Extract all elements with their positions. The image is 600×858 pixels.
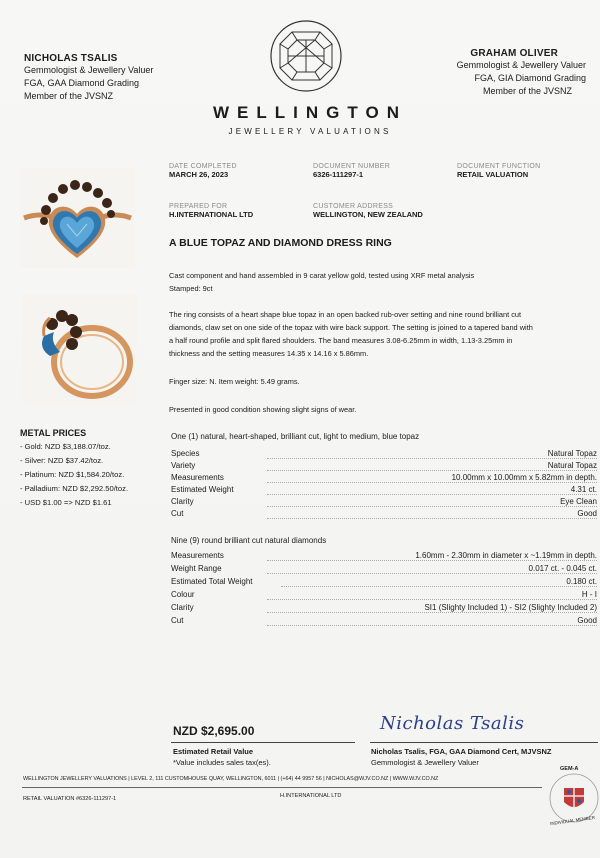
prepared-for-field [169,203,253,219]
spec-value: H - I [579,590,597,599]
spec-row [171,603,597,615]
spec-row [171,449,597,461]
spec-row [171,577,597,589]
spec-value: Natural Topaz [545,461,597,470]
price-note: *Value includes sales tax(es). [173,758,271,767]
right-valuer-title: Gemmologist & Jewellery Valuer [456,60,586,70]
left-valuer-qual: FGA, GAA Diamond Grading [24,78,140,88]
metal-prices-block [20,428,128,510]
description-body [169,308,599,360]
description-line: The ring consists of a heart shape blue topaz in an open backed rub-over setting and nine round brilliant cut [169,310,522,319]
spec-row [171,616,597,628]
topaz-heading: One (1) natural, heart-shaped, brilliant cut, light to medium, blue topaz [171,432,420,441]
document-function-value: RETAIL VALUATION [457,170,529,179]
metal-price-palladium: - Palladium: NZD $2,292.50/toz. [20,484,129,493]
spec-key: Cut [171,509,184,518]
right-valuer-name: GRAHAM OLIVER [470,48,558,59]
left-valuer-title: Gemmologist & Jewellery Valuer [24,65,154,75]
right-valuer-member: Member of the JVSNZ [482,86,572,96]
footer-client: H.INTERNATIONAL LTD [280,793,342,799]
spec-value: SI1 (Slighty Included 1) - SI2 (Slighty Included 2) [421,603,597,612]
gem-a-seal [548,766,600,828]
signature-divider [370,742,598,743]
description-line: diamonds, claw set on one side of the topaz with wire back support. The setting is joined to a tapered band with [169,323,533,332]
spec-row [171,590,597,602]
right-valuer-block [457,48,586,98]
signatory-name: Nicholas Tsalis, FGA, GAA Diamond Cert, MJVSNZ [371,747,552,756]
prepared-for-label: PREPARED FOR [169,203,228,210]
description-line: thickness and the setting measures 14.35 x 14.16 x 5.86mm. [169,349,369,358]
customer-address-label: CUSTOMER ADDRESS [313,203,394,210]
signature-script: Nicholas Tsalis [380,713,525,734]
right-valuer-qual: FGA, GIA Diamond Grading [474,73,586,83]
left-valuer-name: NICHOLAS TSALIS [24,53,118,64]
spec-value: 0.180 ct. [563,577,597,586]
finger-size: Finger size: N. Item weight: 5.49 grams. [169,377,300,386]
ring-front-image [20,168,135,268]
estimated-price-label: Estimated Retail Value [173,747,254,756]
date-value: MARCH 26, 2023 [169,170,229,179]
exchange-rate: - USD $1.00 => NZD $1.61 [20,498,112,507]
spec-row [171,461,597,473]
brand-name: WELLINGTON [213,103,407,122]
footer-ref: RETAIL VALUATION #6326-111297-1 [23,796,117,802]
description-line: a half round profile and split flared shoulders. The band measures 3.08-6.25mm in width, 1.13-3.25mm in [169,336,513,345]
spec-key: Colour [171,590,195,599]
price-divider [171,742,355,743]
spec-key: Measurements [171,473,224,482]
date-field [169,163,237,179]
spec-value: Natural Topaz [545,449,597,458]
customer-address-value: WELLINGTON, NEW ZEALAND [313,210,423,219]
spec-key: Variety [171,461,196,470]
diamond-logo-icon [266,18,346,94]
spec-value: Good [574,616,597,625]
description-intro [169,269,599,295]
spec-key: Estimated Weight [171,485,234,494]
brand-subtitle: JEWELLERY VALUATIONS [228,127,392,136]
customer-address-field [313,203,423,219]
item-title: A BLUE TOPAZ AND DIAMOND DRESS RING [169,237,392,249]
spec-value: 4.31 ct. [568,485,597,494]
estimated-price: NZD $2,695.00 [173,724,255,738]
date-label: DATE COMPLETED [169,163,237,170]
prepared-for-value: H.INTERNATIONAL LTD [169,210,254,219]
description-line: Stamped: 9ct [169,284,213,293]
seal-top-text: GEM-A [560,766,579,772]
spec-value: Good [574,509,597,518]
spec-row [171,564,597,576]
metal-price-platinum: - Platinum: NZD $1,584.20/toz. [20,470,125,479]
spec-key: Cut [171,616,184,625]
metal-price-gold: - Gold: NZD $3,188.07/toz. [20,442,111,451]
spec-row [171,485,597,497]
description-line: Cast component and hand assembled in 9 carat yellow gold, tested using XRF metal analysis [169,271,475,280]
spec-value: 1.60mm - 2.30mm in diameter x ~1.19mm in depth. [412,551,597,560]
ring-side-image [22,294,137,404]
seal-bottom-text: INDIVIDUAL MEMBER [549,814,596,827]
document-function-label: DOCUMENT FUNCTION [457,163,541,170]
spec-row [171,497,597,509]
spec-value: 10.00mm x 10.00mm x 5.82mm in depth. [449,473,597,482]
spec-key: Measurements [171,551,224,560]
metal-prices-title: METAL PRICES [20,428,87,438]
spec-value: 0.017 ct. - 0.045 ct. [526,564,597,573]
document-number-value: 6326-111297-1 [313,170,364,179]
left-valuer-block [24,53,153,103]
spec-key: Clarity [171,603,194,612]
signatory-role: Gemmologist & Jewellery Valuer [371,758,479,767]
spec-row [171,509,597,521]
document-number-label: DOCUMENT NUMBER [313,163,391,170]
spec-key: Species [171,449,200,458]
spec-key: Clarity [171,497,194,506]
spec-key: Weight Range [171,564,222,573]
left-valuer-member: Member of the JVSNZ [24,91,114,101]
metal-price-silver: - Silver: NZD $37.42/toz. [20,456,104,465]
spec-row [171,473,597,485]
footer-address: WELLINGTON JEWELLERY VALUATIONS | LEVEL 2, 111 CUSTOMHOUSE QUAY, WELLINGTON, 6011 | (+64) 44 9957 56 | NICHOLAS@WJV.CO.NZ | WWW.WJV.CO.NZ [23,776,439,782]
document-number-field [313,163,390,179]
spec-row [171,551,597,563]
spec-value: Eye Clean [557,497,597,506]
spec-key: Estimated Total Weight [171,577,253,586]
document-function-field [457,163,541,179]
footer-divider [22,787,542,788]
condition-note: Presented in good condition showing slight signs of wear. [169,405,357,414]
diamonds-heading: Nine (9) round brilliant cut natural diamonds [171,536,327,545]
